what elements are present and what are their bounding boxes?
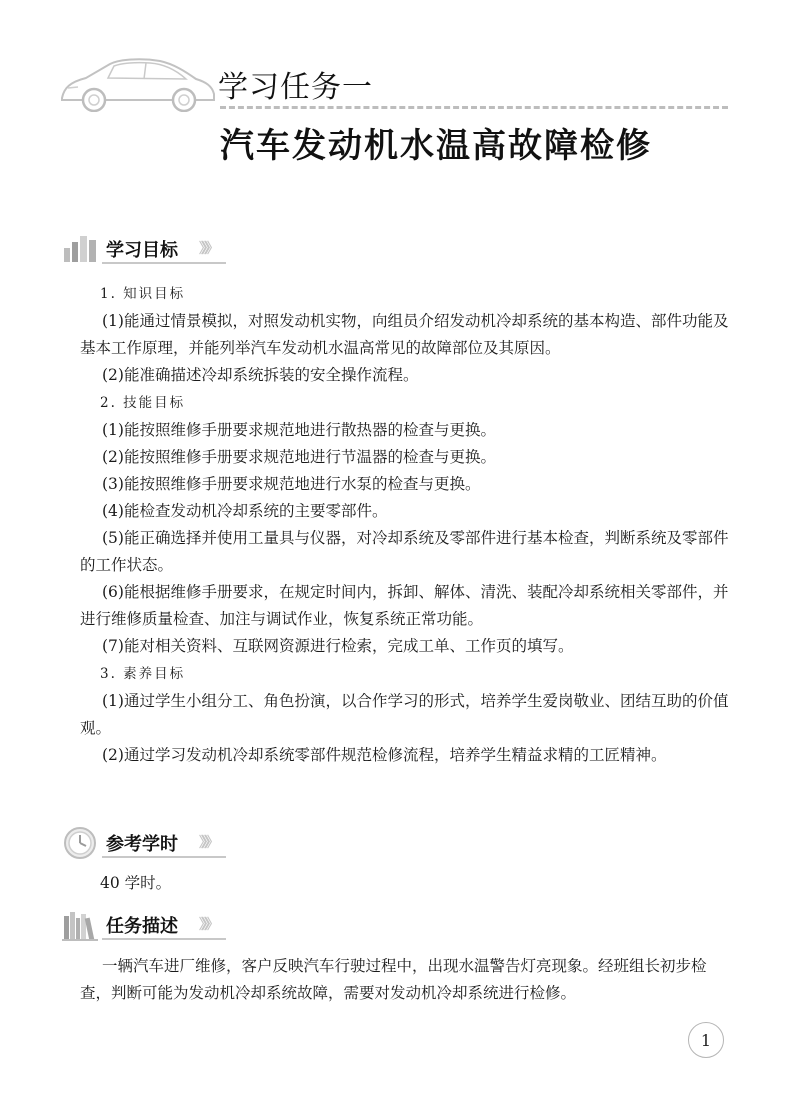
chevron-right-icon: 》》》 <box>199 835 215 851</box>
list-item: (7)能对相关资料、互联网资源进行检索，完成工单、工作页的填写。 <box>102 637 574 655</box>
car-icon <box>58 52 218 112</box>
clock-icon <box>62 826 102 860</box>
section-underline <box>102 262 226 264</box>
knowledge-heading: 1. 知识目标 <box>100 286 186 302</box>
list-item: (5)能正确选择并使用工量具与仪器，对冷却系统及零部件进行基本检查，判断系统及零部件的工作状态。 <box>80 529 729 574</box>
description-text: 一辆汽车进厂维修，客户反映汽车行驶过程中，出现水温警告灯亮现象。经班组长初步检查，判断可能为发动机冷却系统故障，需要对发动机冷却系统进行检修。 <box>80 957 707 1002</box>
section-heading-description <box>62 908 232 944</box>
section-underline <box>102 938 226 940</box>
skill-heading: 2. 技能目标 <box>100 395 186 411</box>
list-item: (2)能按照维修手册要求规范地进行节温器的检查与更换。 <box>102 448 496 466</box>
section-heading-hours <box>62 826 232 862</box>
section-title: 参考学时 <box>106 834 178 855</box>
page-title: 汽车发动机水温高故障检修 <box>220 126 652 166</box>
chevron-right-icon: 》》》 <box>199 917 215 933</box>
bar-chart-icon <box>62 232 102 264</box>
list-item: (1)能按照维修手册要求规范地进行散热器的检查与更换。 <box>102 421 496 439</box>
objectives-content <box>80 280 730 769</box>
list-item: (4)能检查发动机冷却系统的主要零部件。 <box>102 502 388 520</box>
description-content <box>80 953 730 1007</box>
section-underline <box>102 856 226 858</box>
page-number: 1 <box>688 1022 724 1058</box>
quality-heading: 3. 素养目标 <box>100 666 186 682</box>
list-item: (1)能通过情景模拟，对照发动机实物，向组员介绍发动机冷却系统的基本构造、部件功能及基本工作原理，并能列举汽车发动机水温高常见的故障部位及其原因。 <box>80 312 729 357</box>
list-item: (6)能根据维修手册要求，在规定时间内，拆卸、解体、清洗、装配冷却系统相关零部件，并进行维修质量检查、加注与调试作业，恢复系统正常功能。 <box>80 583 729 628</box>
books-icon <box>62 908 102 942</box>
list-item: (2)能准确描述冷却系统拆装的安全操作流程。 <box>102 366 419 384</box>
header-divider <box>220 106 728 109</box>
task-label: 学习任务一 <box>218 70 373 105</box>
hours-content <box>80 870 730 897</box>
section-heading-objectives <box>62 232 232 268</box>
section-title: 学习目标 <box>106 240 178 261</box>
list-item: (2)通过学习发动机冷却系统零部件规范检修流程，培养学生精益求精的工匠精神。 <box>102 746 667 764</box>
list-item: (3)能按照维修手册要求规范地进行水泵的检查与更换。 <box>102 475 481 493</box>
chapter-header <box>58 52 738 172</box>
section-title: 任务描述 <box>106 916 178 937</box>
chevron-right-icon: 》》》 <box>199 241 215 257</box>
hours-value: 40 学时。 <box>100 874 172 892</box>
list-item: (1)通过学生小组分工、角色扮演，以合作学习的形式，培养学生爱岗敬业、团结互助的价值观。 <box>80 692 729 737</box>
